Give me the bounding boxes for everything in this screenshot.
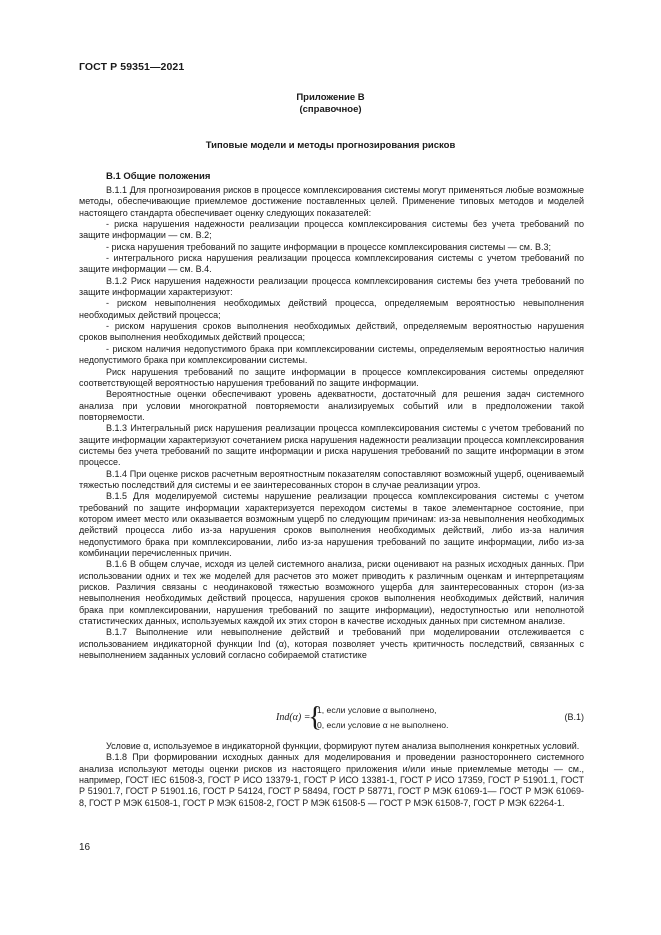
subsection-title: В.1 Общие положения	[106, 171, 211, 182]
formula-number: (В.1)	[564, 712, 584, 722]
paragraph: В.1.2 Риск нарушения надежности реализации процесса комплексирования системы без учета требований по защите информации характеризуют:	[79, 275, 584, 298]
list-item: - риском нарушения сроков выполнения необходимых действий, определяемым вероятностью нарушения сроков выполнения необходимых действий процесса;	[79, 321, 584, 343]
document-header: ГОСТ Р 59351—2021	[79, 61, 185, 73]
section-title: Типовые модели и методы прогнозирования рисков	[205, 140, 456, 151]
list-item: - интегрального риска нарушения реализации процесса комплексирования системы с учетом требований по защите информации — см. В.4.	[79, 253, 584, 275]
list-item: - риска нарушения надежности реализации процесса комплексирования системы без учета требований по защите информации — см. В.2;	[79, 219, 584, 241]
list-item: - риска нарушения требований по защите информации в процессе комплексирования системы — см. В.3;	[106, 241, 551, 252]
paragraph: Условие α, используемое в индикаторной функции, формируют путем анализа выполнения конкретных условий.	[106, 741, 580, 751]
formula-case-false: 0, если условие α не выполнено.	[317, 720, 449, 730]
formula-lhs: Ind(α) =	[276, 712, 311, 723]
paragraph: В.1.6 В общем случае, исходя из целей системного анализа, риски оценивают на разных исходных данных. При использовании одних и тех же моделей для расчетов это может приводить к различным оценкам и интерпретациям рисков. Различия связаны с неодинаковой тяжестью возможного ущерба для заинтересованных сторон (из-за невыполнения необходимых действий процесса, нарушения сроков выполнения необходимых действий, наличия брака при комплексировании, нарушения требований по защите информации), недоступностью или неполнотой статистических данных, используемых каждой их этих сторон в качестве исходных данных при системном анализе.	[79, 559, 584, 627]
formula-case-true: 1, если условие α выполнено,	[317, 705, 437, 715]
body-text	[79, 185, 584, 661]
paragraph: В.1.1 Для прогнозирования рисков в процессе комплексирования системы могут применяться любые возможные методы, обеспечивающие приемлемое достижение поставленных целей. Применение типовых методов и моделей настоящего стандарта обеспечивает оценку следующих показателей:	[79, 185, 584, 218]
paragraph: В.1.5 Для моделируемой системы нарушение реализации процесса комплексирования системы с учетом требований по защите информации характеризуется переходом системы в такое элементарное состояние, при котором имеет место или оказывается возможным ущерб по следующим причинам: из-за невыполнения необходимых действий процесса либо из-за нарушения сроков выполнения необходимых действий, либо из-за наличия недопустимого брака при комплексировании, либо из-за нарушения требований по защите информации, либо из-за комбинации перечисленных причин.	[79, 491, 584, 558]
formula-b1	[79, 703, 584, 733]
paragraph: Риск нарушения требований по защите информации в процессе комплексирования системы определяют соответствующей вероятностью нарушения требований по защите информации.	[79, 366, 584, 388]
appendix-title: Приложение В	[296, 92, 365, 103]
paragraph: В.1.8 При формировании исходных данных для моделирования и проведении разностороннего системного анализа используют методы оценки рисков из настоящего приложения и/или иные приемлемые методы — см., например, ГОСТ IEC 61508-3, ГОСТ Р ИСО 13379-1, ГОСТ Р ИСО 13381-1, ГОСТ Р ИСО 17359, ГОСТ Р 51901.1, ГОСТ Р 51901.7, ГОСТ Р 51901.16, ГОСТ Р 54124, ГОСТ Р 58494, ГОСТ Р 58771, ГОСТ Р МЭК 61069-1— ГОСТ Р МЭК 61069-8, ГОСТ Р МЭК 61508-1, ГОСТ Р МЭК 61508-2, ГОСТ Р МЭК 61508-5 — ГОСТ Р МЭК 61508-7, ГОСТ Р МЭК 62264-1.	[79, 752, 584, 808]
list-item: - риском невыполнения необходимых действий процесса, определяемым вероятностью невыполнения необходимых действий процесса;	[79, 298, 584, 320]
paragraph: Вероятностные оценки обеспечивают уровень адекватности, достаточный для решения задач системного анализа при условии многократной повторяемости анализируемых событий или в предположении такой повторяемости.	[79, 389, 584, 422]
appendix-note: (справочное)	[299, 104, 362, 115]
list-item: - риском наличия недопустимого брака при комплексировании системы, определяемым вероятностью наличия недопустимого брака при комплексировании системы.	[79, 343, 584, 366]
appendix-heading	[0, 92, 661, 116]
paragraph: В.1.7 Выполнение или невыполнение действий и требований при моделировании отслеживается с использованием индикаторной функции Ind (α), которая позволяет учесть критичность последствий, связанных с невыполнением заданных условий согласно собираемой статистике	[79, 627, 584, 661]
paragraph: В.1.4 При оценке рисков расчетным вероятностным показателям сопоставляют возможный ущерб, оцениваемый тяжестью последствий для системы и ее заинтересованных сторон в случае реализации угроз.	[79, 468, 584, 490]
page-number: 16	[79, 842, 91, 853]
formula-brace: {	[308, 701, 322, 733]
paragraph: В.1.3 Интегральный риск нарушения реализации процесса комплексирования системы с учетом требований по защите информации характеризуют сочетанием риска нарушения надежности реализации процесса комплексирования системы без учета требований по защите информации и риска нарушения требований по защите информации в этом процессе.	[79, 423, 584, 468]
body-text-after-formula	[79, 741, 584, 809]
